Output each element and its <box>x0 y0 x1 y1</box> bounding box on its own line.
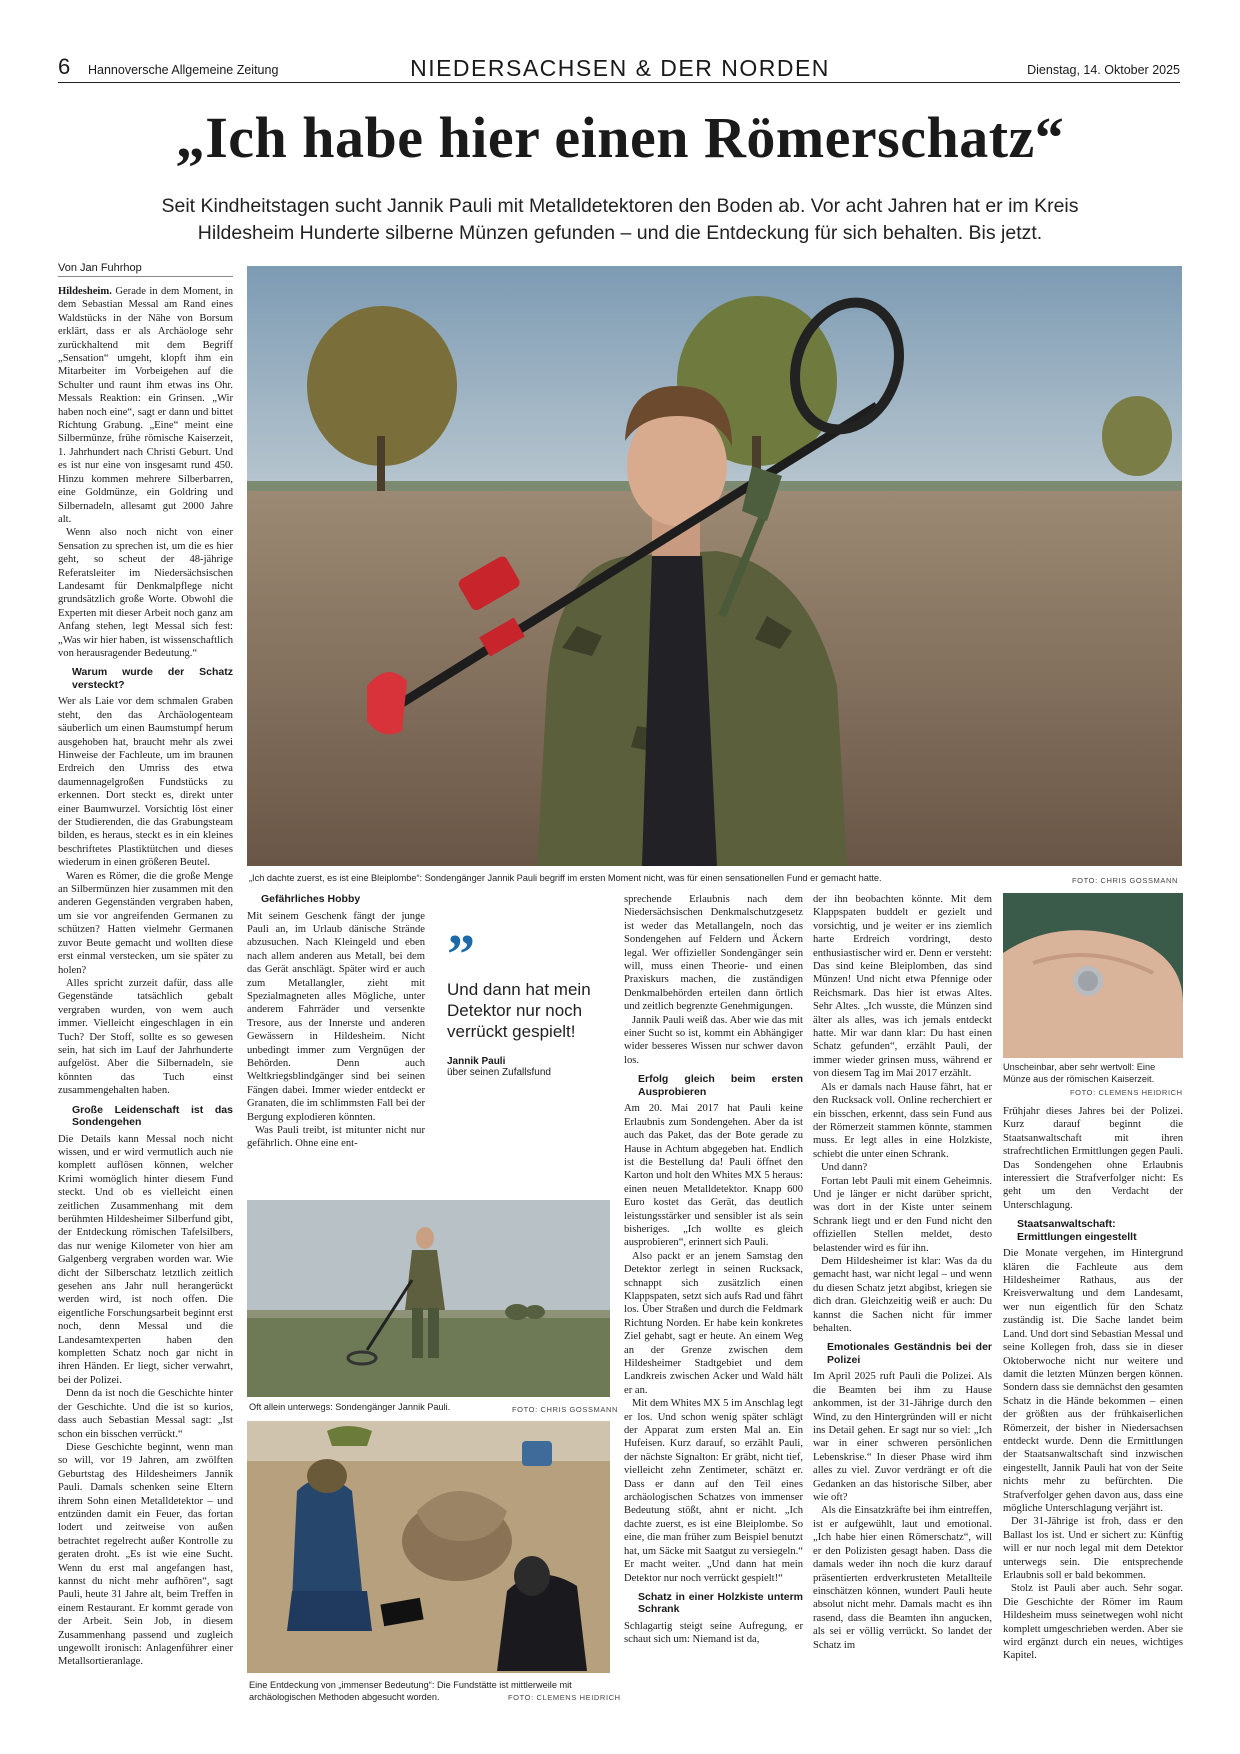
dateline: Hildesheim. <box>58 286 112 297</box>
main-photo <box>247 266 1182 866</box>
paragraph: Als die Einsatzkräfte bei ihm eintreffen, ist er aufgewühlt, laut und emotional. „Ich habe hier einen Römerschatz“, will er den Polizisten gesagt haben. Dass die damals weder ihn noch die kurz darauf präsentierten erdverkrusteten Metallteile einschätzen können, wundert Pauli heute absolut nicht mehr. Damals macht es ihn rasend, dass die Beamten ihn angucken, als sei er völlig verrückt. So landet der Schatz im <box>813 1505 992 1651</box>
paragraph: Im April 2025 ruft Pauli die Polizei. Als die Beamten bei ihm zu Hause ankommen, ist der 31-Jährige durch den Wind, zu den Hintergründen will er nicht ins Detail gehen. Er sagt nur so viel: „Ich war in einer schweren persönlichen Lebenskrise.“ In dieser Phase wird ihm alles zu viel. Zuvor verdrängt er oft die Gedanken an das historische Silber, aber wie oft? <box>813 1371 992 1504</box>
paragraph: Wer als Laie vor dem schmalen Graben steht, den das Archäologenteam säuberlich um einen Baumstumpf herum ausgehoben hat, braucht mehr als zwei Hinweise der Fachleute, um im braunen Erdreich den Umriss des etwa daumennagelgroßen Fundstücks zu erkennen. Dort steckt es, direkt unter einer Baumwurzel. Vorsichtig löst einer der Studierenden, die das Grabungsteam bilden, es heraus, steckt es in ein kleines beschriftetes Plastiktütchen und dieses wiederum in einen größeren Beutel. <box>58 696 233 869</box>
paragraph: Die Details kann Messal noch nicht wissen, und er wird vermutlich auch nie komplett auflösen können, welcher Krimi womöglich hinter diesem Fund steckt. Und ob es vielleicht einen zeitlichen Zusammenhang mit dem berühmten Hildesheimer Silberfund gibt, der Entdeckung römischen Tafelsilbers, das nur wenige Kilometer von hier am Galgenberg vergraben worden war. Wie dicht der Silberschatz letztlich zeitlich gesehen ans Jahr null herangerückt werden wird, ist noch offen. Die eigentliche Forschungsarbeit beginnt erst noch, denn Messal und die Landesamtexperten haben den kompletten Schatz noch gar nicht in ihren Händen. Er liegt, sicher verwahrt, bei der Polizei. <box>58 1133 233 1386</box>
paragraph: Als er damals nach Hause fährt, hat er den Rucksack voll. Online recherchiert er ein bisschen, erkennt, dass sein Fund aus der Römerzeit stammen könnte, stammen muss. Er legt alles in eine Holzkiste, schiebt die unter einen Schrank. <box>813 1081 992 1160</box>
paragraph: sprechende Erlaubnis nach dem Niedersächsischen Denkmalschutzgesetz ist weder das Metallangeln, noch das Sondengehen auf Feldern und Äckern legal. Wer offizieller Sondengänger sein will, muss einen Theorie- und einen Praxiskurs machen, die zuständigen Denkmalbehörden erteilen dann örtlich und zeitlich begrenzte Genehmigungen. <box>624 894 803 1013</box>
byline: Von Jan Fuhrhop <box>58 262 233 277</box>
quote-text: Und dann hat mein Detektor nur noch verrückt gespielt! <box>447 980 591 1041</box>
paragraph: Am 20. Mai 2017 hat Pauli keine Erlaubnis zum Sondengehen. Aber da ist auch das Paket, das der Bote gerade zu Hause in Achtum abgegeben hat. Endlich ist die Bestellung da! Pauli öffnet den Karton und holt den Whites MX 5 heraus: einen neuen Metalldetektor. Knapp 600 Euro kostet das Gerät, das deutlich leistungsstärker und sensibler ist als sein bisheriges. „Ich wollte es gleich ausprobieren“, erinnert sich Pauli. <box>624 1103 803 1249</box>
headline: „Ich habe hier einen Römerschatz“ <box>175 105 1065 170</box>
newspaper-name: Hannoversche Allgemeine Zeitung <box>88 63 279 77</box>
field-photo-caption: Oft allein unterwegs: Sondengänger Jannik Pauli. <box>249 1402 451 1412</box>
header-rule <box>58 82 1180 83</box>
dig-photo-illustration <box>247 1421 610 1673</box>
subheading: Große Leidenschaft ist das Sondengehen <box>72 1103 233 1129</box>
paragraph: Wenn also noch nicht von einer Sensation zu sprechen ist, um die es hier geht, so scheut der 48-jährige Referatsleiter im Niedersächsischen Landesamt für Denkmalpflege nicht grundsätzlich große Worte. Obwohl die Experten mit dieser Arbeit noch ganz am Anfang stehen, legt Messal sich fest: „Was wir hier haben, ist wissenschaftlich von herausragender Bedeutung.“ <box>58 527 233 659</box>
paragraph: Schlagartig steigt seine Aufregung, er schaut sich um: Niemand ist da, <box>624 1620 803 1646</box>
deck: Seit Kindheitstagen sucht Jannik Pauli mit Metalldetektoren den Boden ab. Vor acht Jahren hat er im Kreis Hildesheim Hunderte silberne Münzen gefunden – und die Entdeckung für sich behalten. Bis jetzt. <box>161 195 1079 244</box>
subheading: Gefährliches Hobby <box>261 893 361 905</box>
subheading: Schatz in einer Holzkiste unterm Schrank <box>638 1590 803 1616</box>
column-3 <box>624 893 803 1703</box>
subheading: Erfolg gleich beim ersten Ausprobieren <box>638 1073 803 1098</box>
coin-in-hand-illustration <box>1003 893 1183 1058</box>
coin-photo-caption: Unscheinbar, aber sehr wertvoll: Eine Münze aus der römischen Kaiserzeit. <box>1003 1062 1156 1084</box>
pull-quote <box>447 924 607 1078</box>
dig-photo <box>247 1421 610 1673</box>
paragraph: Dem Hildesheimer ist klar: Was da du gemacht hast, war nicht legal – und wenn du diesen Schatz jetzt abgibst, kriegen sie dich dran. Gleichzeitig weiß er auch: Du kannst die Sachen nicht für immer behalten. <box>813 1255 992 1334</box>
subheading: Warum wurde der Schatz versteckt? <box>72 666 233 691</box>
paragraph: Waren es Römer, die die große Menge an Silbermünzen hier zusammen mit den anderen Gegenständen vergraben haben, um sie vor angreifenden Germanen zu schützen? Hatten vielmehr Germanen zuvor Beute gemacht und wollten diese erst einmal verstecken, um sie später zu holen? <box>58 870 233 976</box>
paragraph <box>58 285 233 526</box>
paragraph: Was Pauli treibt, ist mitunter nicht nur gefährlich. Ohne eine ent- <box>247 1125 425 1150</box>
column-5 <box>1003 1105 1183 1705</box>
column-4 <box>813 893 992 1703</box>
paragraph: Diese Geschichte beginnt, wenn man so will, vor 19 Jahren, am zwölften Geburtstag des Hildesheimers Jannik Pauli. Damals schenken seine Eltern ihrem Sohn einen Metalldetektor – und entzünden damit ein Feuer, das fortan lodert und zeitweise von außen betrachtet regelrecht außer Kontrolle zu geraten droht. „Es ist wie eine Sucht. Wenn du erst mal angefangen hast, kannst du nicht mehr aufhören“, sagt Pauli, heute 31 Jahre alt, beim Treffen in einem Restaurant. Er kommt gerade von der Arbeit. Sein Job, in diesem Zusammenhang passend und zugleich ungewollt ironisch: Anlagenführer einer Metallsortieranlage. <box>58 1441 233 1668</box>
section-title: NIEDERSACHSEN & DER NORDEN <box>410 55 830 81</box>
subheading: Emotionales Geständnis bei der Polizei <box>827 1341 992 1366</box>
paragraph-text: Gerade in dem Moment, in dem Sebastian Messal am Rand eines Waldstücks in der Nähe von Borsum erklärt, dass er als Archäologe sehr zurückhaltend mit dem Begriff „Sensation“ umgeht, klopft ihm ein Mitarbeiter im Vorbeigehen auf die Schulter und raunt ihm etwas ins Ohr. Messals Reaktion: ein Grinsen. „Wir haben noch eine“, sagt er dann und bittet Richtung Grabung. „Eine“ meint eine Silbermünze, frühe römische Kaiserzeit, 1. Jahrhundert nach Christi Geburt. Und es ist nur eine von insgesamt rund 450. Hinzu kommen mehrere Silberbarren, eine Goldmünze, ein Goldring und Silbernadeln, allesamt gut 2000 Jahre alt. <box>58 286 233 525</box>
paragraph: Frühjahr dieses Jahres bei der Polizei. Kurz darauf beginnt die Staatsanwaltschaft mit ihren strafrechtlichen Ermittlungen gegen Pauli. Das Sondengehen ohne Erlaubnis interessiert die Strafverfolger nicht: Es geht um den Verdacht der Unterschlagung. <box>1003 1106 1183 1211</box>
paragraph: Der 31-Jährige ist froh, dass er den Ballast los ist. Und er sichert zu: Künftig will er nur noch legal mit dem Detektor unterwegs sein. Die entsprechende Erlaubnis soll er bald bekommen. <box>1003 1516 1183 1581</box>
column-1 <box>58 285 233 1700</box>
paragraph: Fortan lebt Pauli mit einem Geheimnis. Und je länger er nicht darüber spricht, was dort in der Kiste unter seinem Schrank liegt und er den Fund nicht den offiziellen Stellen meldet, desto belastender wird es für ihn. <box>813 1175 992 1254</box>
main-photo-credit: FOTO: CHRIS GOSSMANN <box>1072 876 1179 885</box>
dig-photo-caption: Eine Entdeckung von „immenser Bedeutung“: Die Fundstätte ist mittlerweile mit archäologischen Methoden abgesucht worden. <box>249 1680 572 1702</box>
field-photo-credit: FOTO: CHRIS GOSSMANN <box>512 1405 619 1414</box>
paragraph: Jannik Pauli weiß das. Aber wie das mit einer Sucht so ist, kommt ein Abhängiger wider besseres Wissen nur schwer davon los. <box>624 1014 803 1066</box>
coin-photo-credit: FOTO: CLEMENS HEIDRICH <box>1070 1088 1183 1097</box>
column-2 <box>247 893 425 1198</box>
paragraph: Also packt er an jenem Samstag den Detektor zerlegt in seinen Rucksack, schnappt sich zusätzlich einen Klappspaten, setzt sich aufs Rad und fährt los. Über Straßen und durch die Feldmark Richtung Norden. Er habe kein konkretes Ziel gehabt, sagt er heute. An einem Weg an der Grenze zwischen dem Hildesheimer Stadtgebiet und dem Landkreis zwischen Acker und Wald hält er an. <box>624 1250 803 1396</box>
paragraph: Mit dem Whites MX 5 im Anschlag legt er los. Und schon wenig später schlägt der Apparat zum ersten Mal an. Ein Hufeisen. Kurz darauf, so erzählt Pauli, der nächste Signalton: Er gräbt, nicht tief, vielleicht zehn Zentimeter, schätzt er. Dass er dann auf den Teil eines archäologischen Schatzes von immenser Bedeutung stößt, ahnt er nicht. „Ich dachte zuerst, es ist eine Bleiplombe. So eine, die man früher zum Beispiel benutzt hat, um Säcke mit Saatgut zu versiegeln.“ Er macht weiter. „Und dann hat mein Detektor nur noch verrückt gespielt!“ <box>624 1398 803 1584</box>
field-photo-illustration <box>247 1200 610 1397</box>
quote-attribution-role: über seinen Zufallsfund <box>447 1067 551 1078</box>
paragraph: Und dann? <box>821 1162 868 1174</box>
paragraph: Die Monate vergehen, im Hintergrund klären die Fachleute aus dem Hildesheimer Rathaus, aus der Kreisverwaltung und dem Landesamt, wer nun eigentlich für den Schatz zuständig ist. Die Sache landet beim Land. Und dort sind Sebastian Messal und seine Kollegen froh, dass sie in dieser Oktoberwoche nicht nur weitere und damit die letzten Münzen bergen können. Sondern dass sie demnächst den gesamten Schatz in die Hände bekommen – einen der größten aus der frühkaiserlichen Römerzeit, der bisher in Niedersachsen entdeckt wurde. Denn die Ermittlungen der Staatsanwaltschaft sind inzwischen eingestellt, Jannik Pauli hat von der Seite nichts mehr zu befürchten. Die Strafverfolger gehen davon aus, dass eine mögliche Unterschlagung verjährt ist. <box>1003 1248 1183 1514</box>
issue-date: Dienstag, 14. Oktober 2025 <box>1027 63 1180 77</box>
page-number: 6 <box>58 54 71 79</box>
subheading: Staatsanwaltschaft: Ermittlungen eingestellt <box>1017 1218 1137 1243</box>
coin-photo <box>1003 893 1183 1058</box>
dig-photo-credit: FOTO: CLEMENS HEIDRICH <box>508 1693 621 1702</box>
detectorist-photo-illustration <box>247 266 1182 866</box>
field-photo <box>247 1200 610 1397</box>
quote-attribution-name: Jannik Pauli <box>447 1056 506 1067</box>
paragraph: Stolz ist Pauli aber auch. Sehr sogar. Die Geschichte der Römer im Raum Hildesheim muss seinetwegen wohl nicht komplett umgeschrieben werden. Aber sie wird ergänzt durch ein neues, wichtiges Kapitel. <box>1003 1583 1183 1662</box>
paragraph: Denn da ist noch die Geschichte hinter der Geschichte. Und die ist so kurios, dass auch Sebastian Messal sagt: „Ist schon ein bisschen verrückt.“ <box>58 1388 233 1440</box>
quote-icon: ” <box>447 924 475 986</box>
paragraph: Alles spricht zurzeit dafür, dass alle Gegenstände tatsächlich gebalt vergraben wurden, von wem auch immer. Vielleicht eingeschlagen in ein Tuch? Der Stoff, sollte es so gewesen sein, hat sich im Lauf der Jahrhunderte aufgelöst. Aber die Silbernadeln, sie könnten das Tuch einst zusammengehalten haben. <box>58 977 233 1097</box>
paragraph: Mit seinem Geschenk fängt der junge Pauli an, im Urlaub dänische Strände abzusuchen. Nach Kleingeld und eben nach allem anderen aus Metall, bei dem das Gerät anschlägt. Später wird er auch zum Metallangler, zieht mit Spezialmagneten alles Mögliche, unter anderem Fahrräder und versenkte Tresore, aus der Innerste und anderen Gewässern in Hildesheim. Nicht unbedingt immer zum Vergnügen der Behörden. Denn auch Weltkriegsblindgänger sind bei seinen Fängen dabei. Immer wieder entdeckt er Granaten, die im schlimmsten Fall bei der Bergung explodieren könnten. <box>247 910 425 1123</box>
main-photo-caption: „Ich dachte zuerst, es ist eine Bleiplombe“: Sondengänger Jannik Pauli begriff im ersten Moment nicht, was für einen sensationellen Fund er gemacht hatte. <box>249 873 882 883</box>
paragraph: der ihn beobachten könnte. Mit dem Klappspaten buddelt er gezielt und vorsichtig, und je weiter er ins ziemlich harte Erdreich vordringt, desto enthusiastischer wird er. Denn er versteht: Das sind keine Bleiplomben, das sind Münzen! Und nicht etwa Pfennige oder Reichsmark. Das hier ist etwas Altes. Sehr Altes. „Ich wusste, die Münzen sind älter als alles, was ich jemals entdeckt hatte. Mir war dann klar: Du hast einen Schatz gefunden“, erzählt Pauli, der immer wieder grinsen muss, während er von diesem Tag im Mai 2017 erzählt. <box>813 894 992 1080</box>
